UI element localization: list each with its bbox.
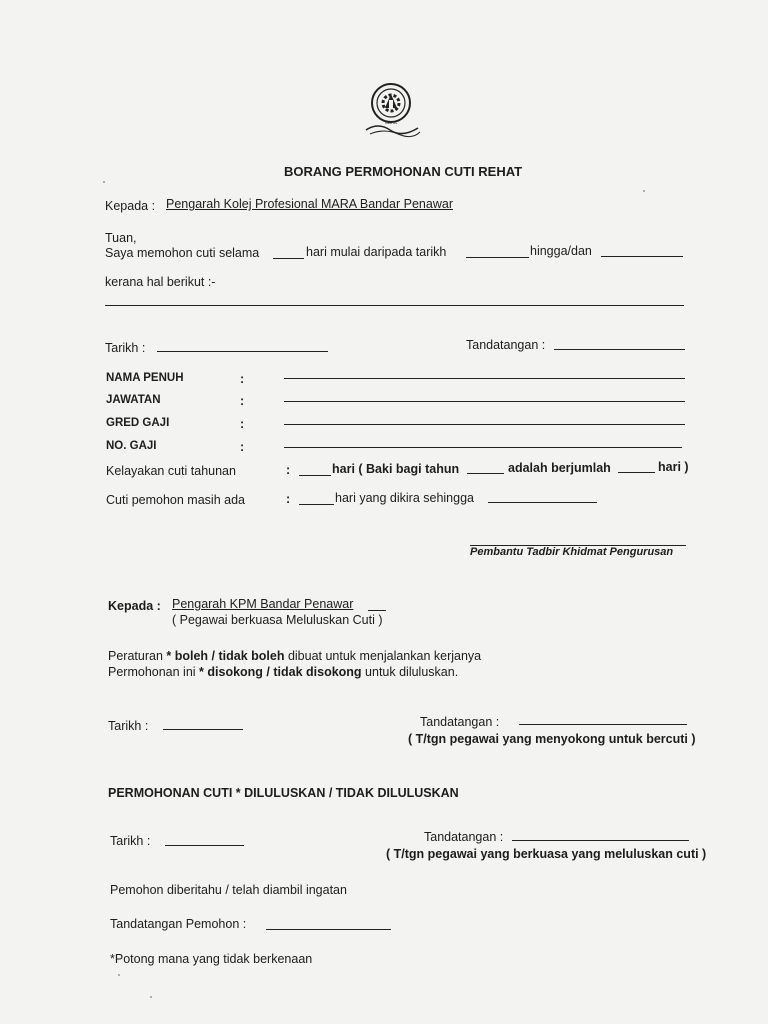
- date-label: Tarikh :: [105, 341, 146, 355]
- form-title: BORANG PERMOHONAN CUTI REHAT: [284, 164, 523, 179]
- remaining-date-field[interactable]: [488, 502, 597, 503]
- signature-label-2: Tandatangan :: [420, 715, 500, 729]
- recipient-name-2: Pengarah KPM Bandar Penawar: [172, 597, 354, 611]
- balance-total-field[interactable]: [618, 472, 655, 473]
- approver-signer-note: ( T/tgn pegawai yang berkuasa yang meluluskan cuti ): [386, 847, 707, 861]
- kepada-label-2: Kepada :: [108, 599, 161, 613]
- scan-speck: [643, 190, 645, 192]
- applicant-signature-field[interactable]: [266, 929, 391, 930]
- entitlement-label: Kelayakan cuti tahunan: [106, 464, 236, 478]
- date-field-3[interactable]: [165, 845, 244, 846]
- position-field[interactable]: [284, 401, 685, 402]
- scan-speck: [103, 181, 105, 183]
- request-text-1: Saya memohon cuti selama: [105, 246, 260, 260]
- request-text-2: hari mulai daripada tarikh: [306, 245, 447, 259]
- full-name-field[interactable]: [284, 378, 685, 379]
- remaining-label: Cuti pemohon masih ada: [106, 493, 245, 507]
- request-text-3: hingga/dan: [530, 244, 592, 258]
- field-colon: :: [240, 440, 245, 454]
- signature-field-2[interactable]: [519, 724, 687, 725]
- date-field[interactable]: [157, 351, 328, 352]
- reason-field[interactable]: [105, 305, 684, 306]
- remaining-colon: :: [286, 492, 291, 506]
- entitlement-days-field[interactable]: [299, 475, 331, 476]
- entitlement-text-2: adalah berjumlah: [508, 461, 611, 475]
- date-label-2: Tarikh :: [108, 719, 149, 733]
- entitlement-text-3: hari ): [658, 460, 689, 474]
- salutation: Tuan,: [105, 231, 137, 245]
- reason-label: kerana hal berikut :-: [105, 275, 216, 289]
- signature-field-3[interactable]: [512, 840, 689, 841]
- scan-speck: [118, 974, 120, 976]
- logo-text: MARA: [385, 120, 397, 125]
- field-colon: :: [240, 372, 245, 386]
- approval-heading: PERMOHONAN CUTI * DILULUSKAN / TIDAK DILULUSKAN: [108, 786, 459, 800]
- scan-speck: [150, 996, 152, 998]
- applicant-signature-label: Tandatangan Pemohon :: [110, 917, 247, 931]
- field-label: NO. GAJI: [106, 440, 157, 452]
- entitlement-colon: :: [286, 463, 291, 477]
- entitlement-text-1: hari ( Baki bagi tahun: [332, 462, 460, 476]
- signature-label: Tandatangan :: [466, 338, 546, 352]
- balance-year-field[interactable]: [467, 473, 504, 474]
- kepada-label: Kepada :: [105, 199, 156, 213]
- salary-number-field[interactable]: [284, 447, 682, 448]
- rule-line-1: Peraturan * boleh / tidak boleh dibuat untuk menjalankan kerjanya: [108, 649, 482, 663]
- salary-grade-field[interactable]: [284, 424, 685, 425]
- field-label: NAMA PENUH: [106, 372, 184, 384]
- supporter-signer-note: ( T/tgn pegawai yang menyokong untuk bercuti ): [408, 732, 696, 746]
- recipient-underline-extra: [368, 610, 386, 611]
- officer-title: Pembantu Tadbir Khidmat Pengurusan: [470, 546, 674, 558]
- field-label: GRED GAJI: [106, 417, 170, 429]
- authority-note: ( Pegawai berkuasa Meluluskan Cuti ): [172, 613, 383, 627]
- footnote: *Potong mana yang tidak berkenaan: [110, 952, 313, 966]
- start-date-field[interactable]: [466, 257, 529, 258]
- college-crest-icon: [360, 80, 426, 140]
- date-field-2[interactable]: [163, 729, 243, 730]
- rule-line-2: Permohonan ini * disokong / tidak disokong untuk diluluskan.: [108, 665, 459, 679]
- end-date-field[interactable]: [601, 256, 683, 257]
- remaining-days-field[interactable]: [299, 504, 334, 505]
- field-colon: :: [240, 417, 245, 431]
- signature-field[interactable]: [554, 349, 685, 350]
- signature-label-3: Tandatangan :: [424, 830, 504, 844]
- field-colon: :: [240, 394, 245, 408]
- days-field[interactable]: [273, 258, 304, 259]
- field-label: JAWATAN: [106, 394, 161, 406]
- remaining-text: hari yang dikira sehingga: [335, 491, 474, 505]
- date-label-3: Tarikh :: [110, 834, 151, 848]
- notified-text: Pemohon diberitahu / telah diambil ingatan: [110, 883, 347, 897]
- recipient-name: Pengarah Kolej Profesional MARA Bandar Penawar: [166, 197, 453, 211]
